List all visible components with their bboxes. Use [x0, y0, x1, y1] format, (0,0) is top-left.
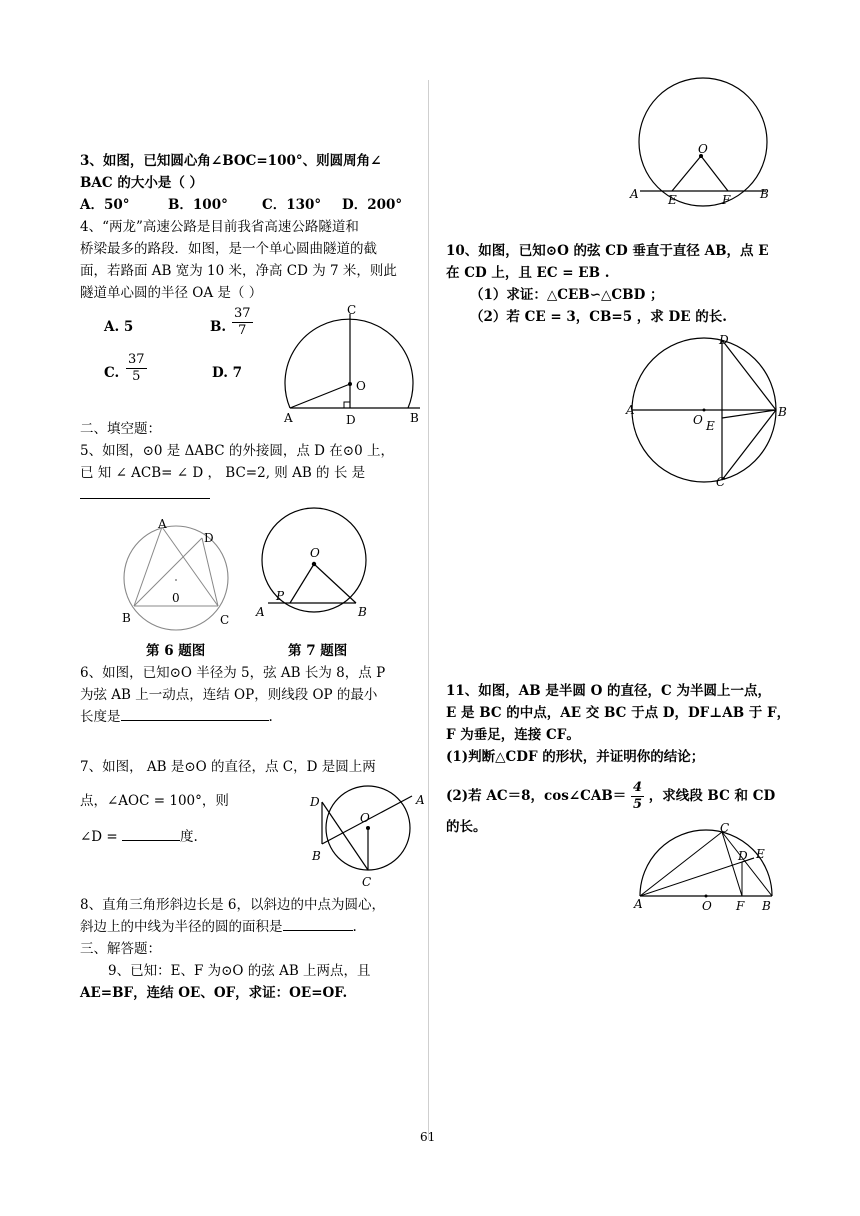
- q4-option-c-den: 5: [132, 369, 141, 384]
- q7-line3: [80, 826, 198, 848]
- q10-line1: 10、如图，已知⊙O 的弦 CD 垂直于直径 AB，点 E: [446, 243, 769, 259]
- fig11-label-e: E: [756, 847, 765, 861]
- q4-option-b-den: 7: [238, 323, 247, 338]
- q3-line2: BAC 的大小是（ ）: [80, 175, 204, 191]
- q4-option-a: A. 5: [104, 319, 134, 335]
- q9-line2: AE=BF，连结 OE、OF，求证：OE=OF.: [80, 985, 348, 1001]
- fig9-label-o: O: [698, 142, 708, 156]
- q4-line2: 桥梁最多的路段．如图，是一个单心圆曲隧道的截: [80, 241, 377, 257]
- tunnel-figure: [284, 303, 434, 427]
- q4-line4: 隧道单心圆的半径 OA 是（ ）: [80, 285, 263, 301]
- q4-option-d: D. 7: [212, 365, 243, 381]
- q11-fraction: [631, 780, 644, 813]
- q3-option-d: D．200°: [342, 197, 403, 213]
- column-divider: [428, 80, 429, 1140]
- caption-figure-6: 第 6 题图: [146, 643, 206, 659]
- q3-option-a: A．50°: [80, 197, 130, 213]
- fig4-label-c: C: [347, 303, 357, 317]
- q5-line2: 已 知 ∠ ACB= ∠ D ， BC=2, 则 AB 的 长 是: [80, 465, 366, 481]
- q11-line5-prefix: (2)若 AC＝8，cos∠CAB＝: [446, 788, 627, 804]
- fig11-label-b: B: [762, 899, 771, 913]
- q4-option-b-label: B.: [210, 319, 227, 335]
- fig4-label-d: D: [346, 413, 356, 427]
- q5-answer-blank: [80, 484, 210, 506]
- fig9-label-f: F: [722, 193, 731, 207]
- caption-figure-7: 第 7 题图: [288, 643, 348, 659]
- fig7-label-p: P: [276, 589, 285, 603]
- fig6-label-b: B: [122, 611, 131, 625]
- fig11-label-f: F: [736, 899, 745, 913]
- fig7-label-b: B: [358, 605, 367, 619]
- q6-line1: 6、如图，已知⊙O 半径为 5，弦 AB 长为 8，点 P: [80, 665, 386, 681]
- q11-line3: F 为垂足，连接 CF。: [446, 727, 580, 743]
- fig10-label-d: D: [719, 333, 729, 347]
- fig6-label-c: C: [220, 613, 230, 627]
- q3-line1: 3、如图，已知圆心角∠BOC=100°、则圆周角∠: [80, 153, 382, 169]
- q7-line3-unit: 度.: [180, 829, 198, 845]
- fig4-label-b: B: [410, 411, 419, 425]
- q11-line1: 11、如图，AB 是半圆 O 的直径，C 为半圆上一点，: [446, 683, 771, 699]
- fig-q7-label-b: B: [312, 849, 321, 863]
- q4-line1: 4、“两龙”高速公路是目前我省高速公路隧道和: [80, 219, 359, 235]
- q10-line3: （1）求证：△CEB∽△CBD ；: [470, 287, 664, 303]
- q10-line2: 在 CD 上，且 EC = EB .: [446, 265, 610, 281]
- q7-line2: 点，∠AOC = 100°，则: [80, 793, 229, 809]
- q8-line2: 斜边上的中线为半径的圆的面积是 .: [80, 916, 357, 938]
- q8-line2-text: 斜边上的中线为半径的圆的面积是: [80, 919, 283, 935]
- q11-line6: 的长。: [446, 819, 487, 835]
- page-number: 61: [420, 1130, 436, 1144]
- q3-option-b: B．100°: [168, 197, 228, 213]
- q11-line2: E 是 BC 的中点，AE 交 BC 于点 D，DF⊥AB 于 F，: [446, 705, 791, 721]
- q4-option-b-fraction: [232, 306, 253, 339]
- q7-line3-text: ∠D =: [80, 829, 118, 845]
- fig11-label-a: A: [634, 897, 643, 911]
- q4-option-c-fraction: [126, 352, 147, 385]
- q6-line2: 为弦 AB 上一动点，连结 OP，则线段 OP 的最小: [80, 687, 378, 703]
- fig-q7-label-d: D: [310, 795, 320, 809]
- fig6-label-a: A: [158, 517, 167, 531]
- section-3-heading: 三、解答题：: [80, 941, 161, 957]
- fig-q7-label-c: C: [362, 875, 372, 889]
- figure-9: [628, 80, 778, 210]
- figure-q7: [308, 782, 428, 892]
- figure-10: [626, 330, 796, 490]
- fig11-label-d: D: [738, 849, 748, 863]
- fig10-label-o: O: [693, 413, 703, 427]
- figure-6: [118, 518, 238, 630]
- fig9-label-e: E: [668, 193, 677, 207]
- fig10-label-a: A: [626, 403, 635, 417]
- q11-line5-suffix: ，求线段 BC 和 CD: [648, 788, 776, 804]
- fig9-label-a: A: [630, 187, 639, 201]
- q4-option-c-num: 37: [128, 352, 145, 367]
- fig6-label-d: D: [204, 531, 214, 545]
- q6-line3-text: 长度是: [80, 709, 121, 725]
- fig11-label-c: C: [720, 821, 730, 835]
- q11-line4: (1)判断△CDF 的形状，并证明你的结论；: [446, 749, 705, 765]
- q3-option-c: C．130°: [262, 197, 322, 213]
- q11-frac-den: 5: [632, 797, 642, 812]
- section-2-heading: 二、填空题：: [80, 421, 161, 437]
- q4-option-b-num: 37: [234, 306, 251, 321]
- fig-q7-label-o: O: [360, 811, 370, 825]
- q4-line3: 面，若路面 AB 宽为 10 米，净高 CD 为 7 米，则此: [80, 263, 397, 279]
- fig6-label-o: 0: [172, 591, 180, 605]
- fig-q7-label-a: A: [416, 793, 425, 807]
- fig4-label-o: O: [356, 379, 366, 393]
- q8-line1: 8、直角三角形斜边长是 6，以斜边的中点为圆心，: [80, 897, 385, 913]
- q4-option-c-label: C.: [104, 365, 120, 381]
- fig4-label-a: A: [284, 411, 293, 425]
- fig7-label-a: A: [256, 605, 265, 619]
- fig10-label-b: B: [778, 405, 787, 419]
- figure-7: [254, 504, 374, 624]
- q11-frac-num: 4: [632, 780, 642, 795]
- fig9-label-b: B: [760, 187, 769, 201]
- q9-line1: 9、已知：E、F 为⊙O 的弦 AB 上两点，且: [108, 963, 371, 979]
- figure-11: [632, 822, 782, 912]
- fig11-label-o: O: [702, 899, 712, 913]
- fig10-label-c: C: [716, 475, 726, 489]
- q11-line5: [446, 780, 775, 813]
- q5-line1: 5、如图，⊙0 是 ΔABC 的外接圆，点 D 在⊙0 上，: [80, 443, 394, 459]
- q10-line4: （2）若 CE = 3，CB=5 ，求 DE 的长.: [470, 309, 727, 325]
- q7-line1: 7、如图， AB 是⊙O 的直径，点 C，D 是圆上两: [80, 759, 376, 775]
- fig10-label-e: E: [706, 419, 715, 433]
- q6-line3: 长度是 .: [80, 706, 273, 728]
- fig7-label-o: O: [310, 546, 320, 560]
